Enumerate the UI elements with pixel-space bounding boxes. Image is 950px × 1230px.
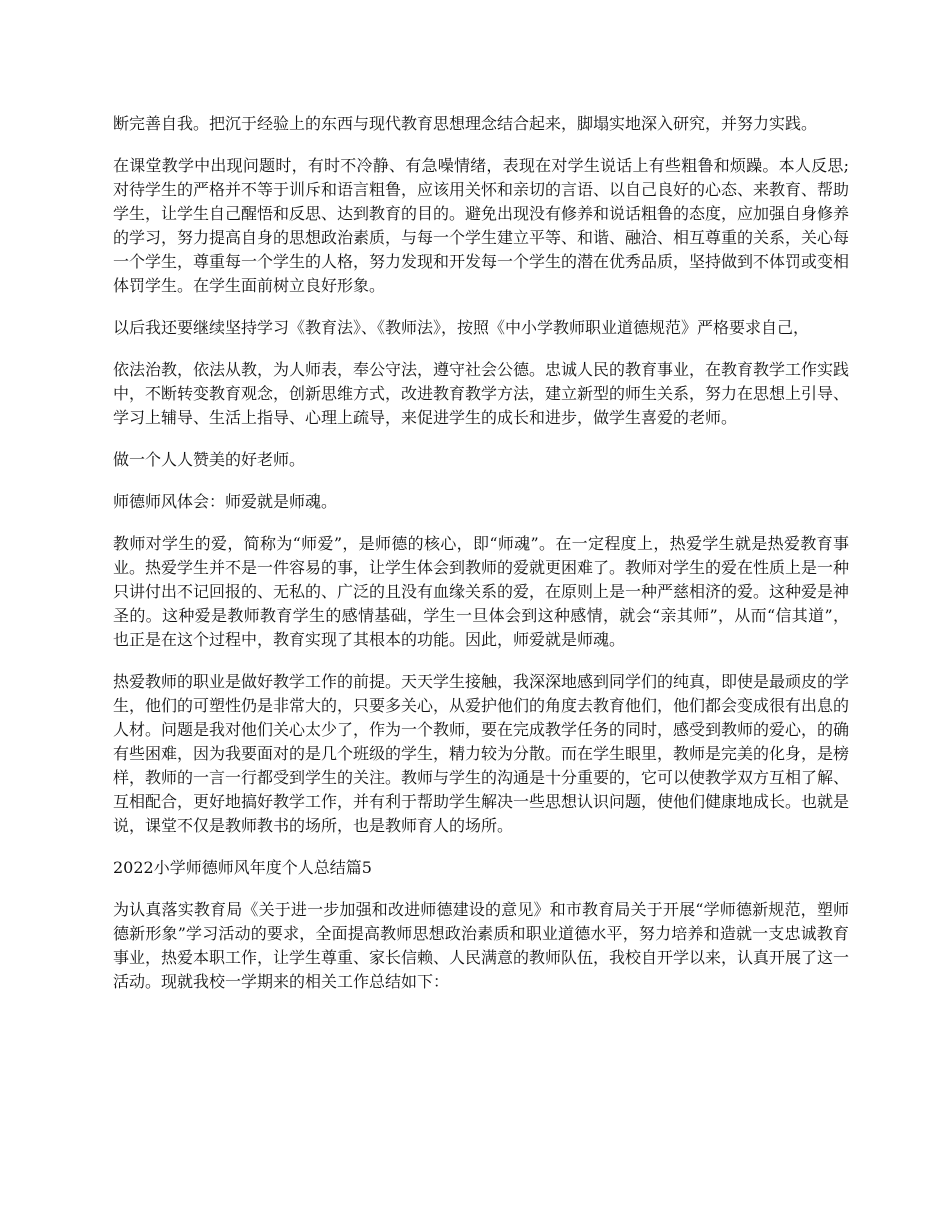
paragraph-9: 为认真落实教育局《关于进一步加强和改进师德建设的意见》和市教育局关于开展“学师德新规范，塑师德新形象”学习活动的要求，全面提高教师思想政治素质和职业道德水平，努力培养和造就一支忠诚教育事业，热爱本职工作，让学生尊重、家长信赖、人民满意的教师队伍，我校自开学以来，认真开展了这一活动。现就我校一学期来的相关工作总结如下： <box>113 900 850 991</box>
paragraph-8: 热爱教师的职业是做好教学工作的前提。天天学生接触，我深深地感到同学们的纯真，即使是最顽皮的学生，他们的可塑性仍是非常大的，只要多关心，从爱护他们的角度去教育他们，他们都会变成很有出息的人材。问题是我对他们关心太少了，作为一个教师，要在完成教学任务的同时，感受到教师的爱心，的确有些困难，因为我要面对的是几个班级的学生，精力较为分散。而在学生眼里，教师是完美的化身，是榜样，教师的一言一行都受到学生的关注。教师与学生的沟通是十分重要的，它可以使教学双方互相了解、互相配合，更好地搞好教学工作，并有利于帮助学生解决一些思想认识问题，使他们健康地成长。也就是说，课堂不仅是教师教书的场所，也是教师育人的场所。 <box>113 672 850 835</box>
paragraph-2: 在课堂教学中出现问题时，有时不冷静、有急噪情绪，表现在对学生说话上有些粗鲁和烦躁。本人反思;对待学生的严格并不等于训斥和语言粗鲁，应该用关怀和亲切的言语、以自己良好的心态、来教育、帮助学生，让学生自己醒悟和反思、达到教育的目的。避免出现没有修养和说话粗鲁的态度，应加强自身修养的学习，努力提高自身的思想政治素质，与每一个学生建立平等、和谐、融洽、相互尊重的关系，关心每一个学生，尊重每一个学生的人格，努力发现和开发每一个学生的潜在优秀品质，坚持做到不体罚或变相体罚学生。在学生面前树立良好形象。 <box>113 156 850 295</box>
paragraph-4: 依法治教，依法从教，为人师表，奉公守法，遵守社会公德。忠诚人民的教育事业，在教育教学工作实践中，不断转变教育观念，创新思维方式，改进教育教学方法，建立新型的师生关系，努力在思想上引导、学习上辅导、生活上指导、心理上疏导，来促进学生的成长和进步，做学生喜爱的老师。 <box>113 360 850 427</box>
paragraph-5: 做一个人人赞美的好老师。 <box>113 450 306 469</box>
paragraph-7: 教师对学生的爱，简称为“师爱”，是师德的核心，即“师魂”。在一定程度上，热爱学生就是热爱教育事业。热爱学生并不是一件容易的事，让学生体会到教师的爱就更困难了。教师对学生的爱在性质上是一种只讲付出不记回报的、无私的、广泛的且没有血缘关系的爱，在原则上是一种严慈相济的爱。这种爱是神圣的。这种爱是教师教育学生的感情基础，学生一旦体会到这种感情，就会“亲其师”，从而“信其道”，也正是在这个过程中，教育实现了其根本的功能。因此，师爱就是师魂。 <box>113 534 850 649</box>
paragraph-6: 师德师风体会：师爱就是师魂。 <box>113 492 338 511</box>
document-body <box>113 112 849 1012</box>
paragraph-1: 断完善自我。把沉于经验上的东西与现代教育思想理念结合起来，脚塌实地深入研究，并努力实践。 <box>113 114 818 133</box>
paragraph-3: 以后我还要继续坚持学习《教育法》、《教师法》，按照《中小学教师职业道德规范》严格要求自己， <box>113 318 810 337</box>
section-heading: 2022小学师德师风年度个人总结篇5 <box>113 858 372 877</box>
